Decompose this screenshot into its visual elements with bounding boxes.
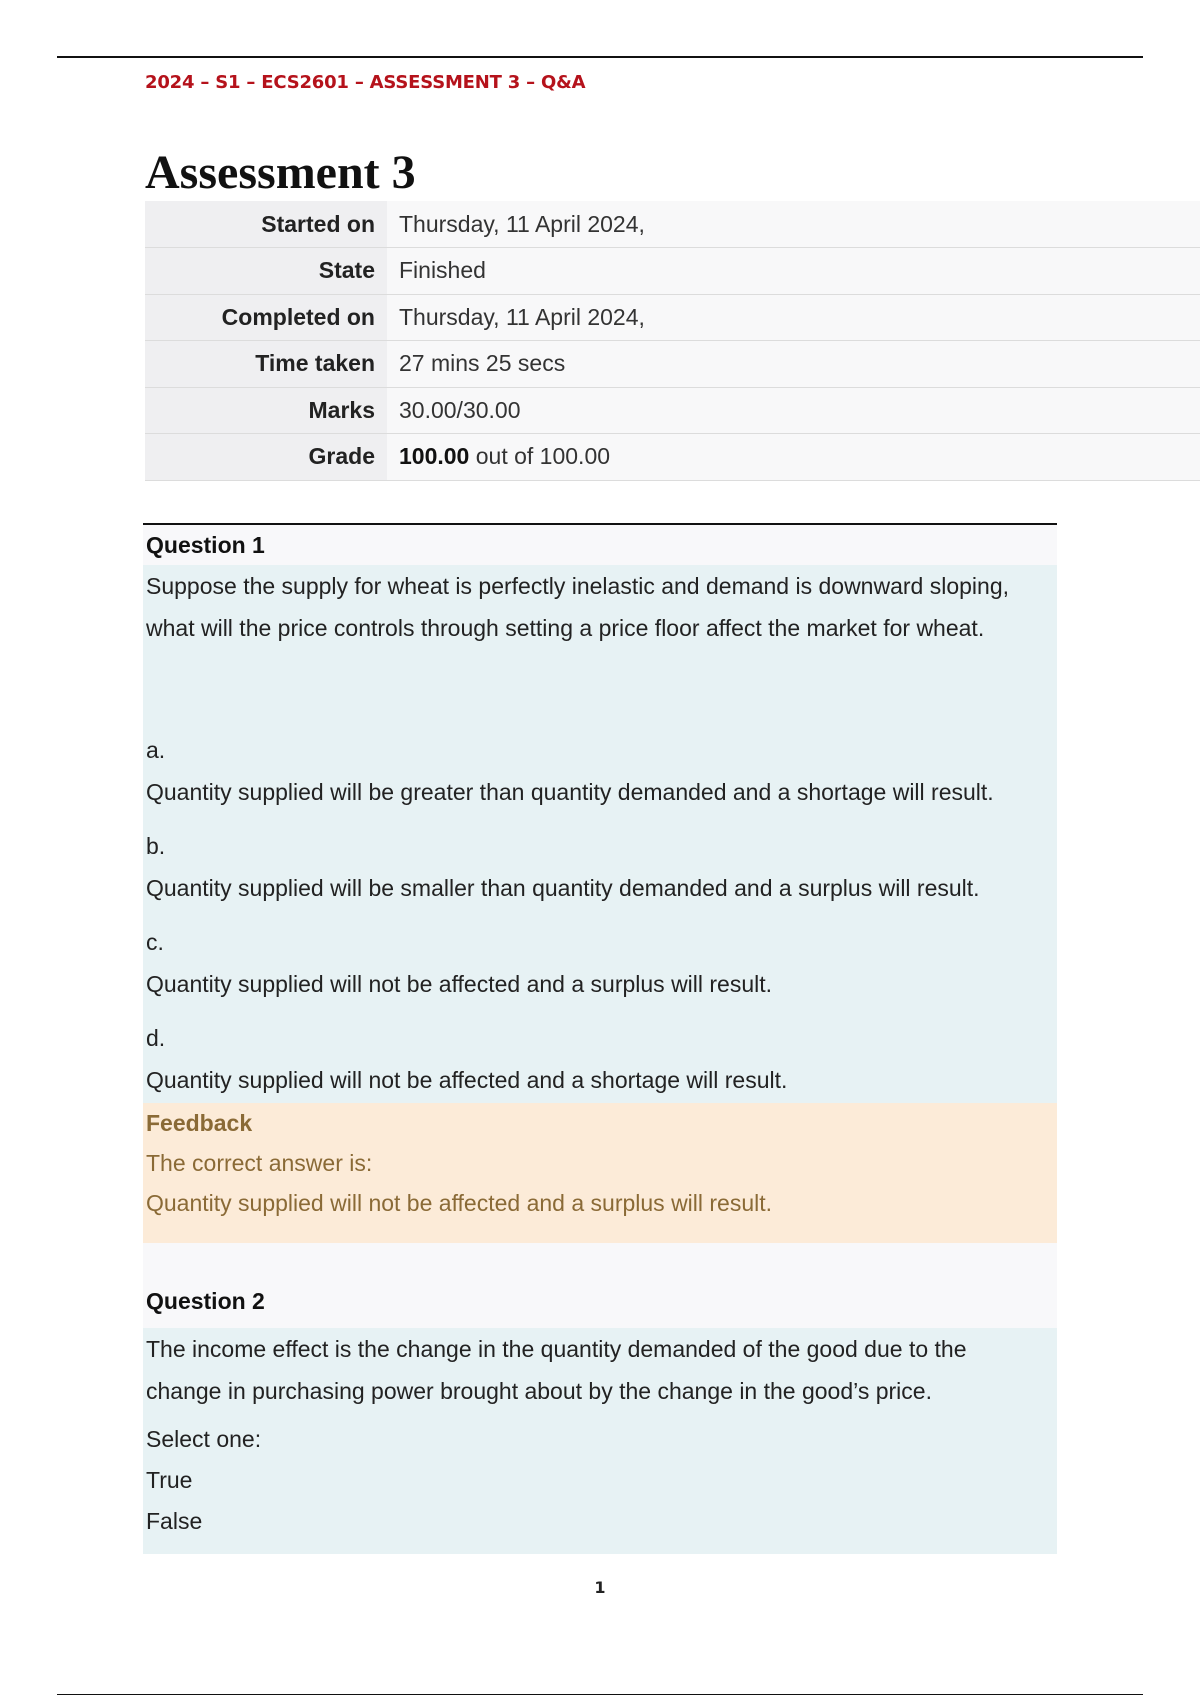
summary-row-grade: [145, 434, 1200, 481]
answer-letter-a: a.: [146, 737, 166, 763]
question-body: [143, 565, 1057, 1109]
answer-letter-d: d.: [146, 1025, 166, 1051]
answer-letter-c: c.: [146, 929, 164, 955]
page-title: Assessment 3: [145, 146, 416, 199]
summary-label: Grade: [145, 434, 387, 481]
question-prompt-line: what will the price controls through setting a price floor affect the market for wheat.: [146, 615, 985, 641]
feedback-correct-answer: Quantity supplied will not be affected and a surplus will result.: [146, 1190, 773, 1216]
summary-row-started: [145, 201, 1200, 248]
question-prompt-line: change in purchasing power brought about by the change in the good’s price.: [146, 1378, 932, 1404]
grade-out-of: out of 100.00: [469, 443, 611, 470]
summary-row-time-taken: [145, 341, 1200, 388]
summary-value: 27 mins 25 secs: [387, 341, 1200, 388]
summary-row-completed: [145, 294, 1200, 341]
question-prompt-line: The income effect is the change in the quantity demanded of the good due to the: [146, 1336, 967, 1362]
answer-option-d[interactable]: Quantity supplied will not be affected and a shortage will result.: [146, 1067, 788, 1093]
summary-value: Finished: [387, 248, 1200, 295]
select-one-label: Select one:: [146, 1426, 262, 1452]
option-true[interactable]: True: [146, 1467, 193, 1493]
question-body: [143, 1328, 1057, 1554]
question-prompt-line: Suppose the supply for wheat is perfectly inelastic and demand is downward sloping,: [146, 573, 1009, 599]
summary-label: Marks: [145, 387, 387, 434]
question-1-feedback: [143, 1103, 1057, 1243]
question-spacer: [143, 1243, 1057, 1283]
answer-option-c[interactable]: Quantity supplied will not be affected and a surplus will result.: [146, 971, 773, 997]
summary-label: Completed on: [145, 294, 387, 341]
question-1: [143, 523, 1057, 1109]
option-false[interactable]: False: [146, 1508, 203, 1534]
summary-label: Started on: [145, 201, 387, 248]
document-header-label: 2024 – S1 – ECS2601 – ASSESSMENT 3 – Q&A: [145, 72, 586, 93]
bottom-rule: [57, 1694, 1143, 1695]
question-2: [143, 1283, 1057, 1554]
summary-value: [387, 434, 1200, 481]
feedback-title: Feedback: [146, 1110, 253, 1136]
question-heading: Question 1: [143, 525, 1057, 565]
answer-option-a[interactable]: Quantity supplied will be greater than quantity demanded and a shortage will result.: [146, 779, 994, 805]
page-number: 1: [594, 1578, 606, 1597]
attempt-summary-table: [145, 201, 1200, 481]
feedback-line: The correct answer is:: [146, 1150, 373, 1176]
question-heading: Question 2: [143, 1283, 1057, 1328]
summary-row-state: [145, 248, 1200, 295]
summary-value: Thursday, 11 April 2024,: [387, 201, 1200, 248]
answer-option-b[interactable]: Quantity supplied will be smaller than quantity demanded and a surplus will result.: [146, 875, 980, 901]
summary-value: Thursday, 11 April 2024,: [387, 294, 1200, 341]
summary-row-marks: [145, 387, 1200, 434]
top-rule: [57, 56, 1143, 58]
answer-letter-b: b.: [146, 833, 166, 859]
summary-value: 30.00/30.00: [387, 387, 1200, 434]
answer-list: [146, 729, 1057, 1109]
summary-label: Time taken: [145, 341, 387, 388]
summary-label: State: [145, 248, 387, 295]
grade-score: 100.00: [399, 443, 470, 470]
